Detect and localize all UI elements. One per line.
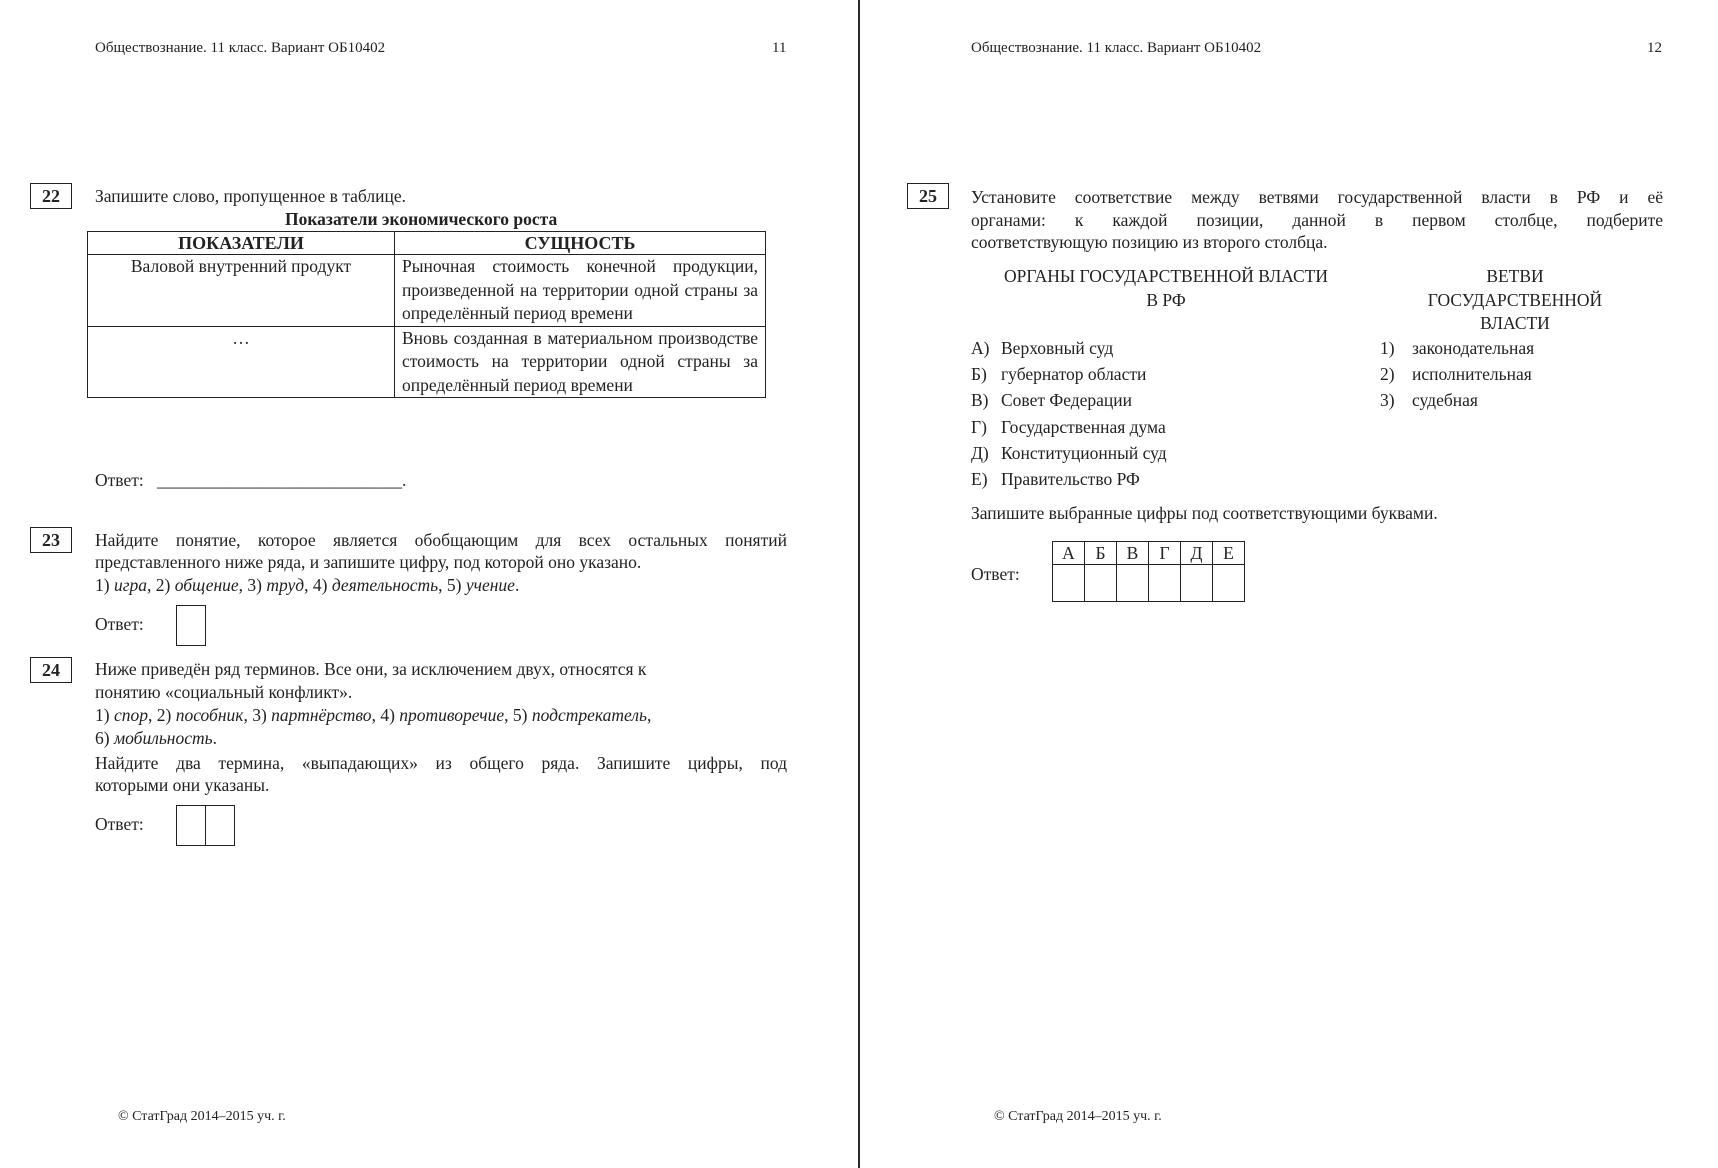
organ-text: губернатор области (1001, 364, 1147, 384)
question-number-24: 24 (30, 657, 72, 683)
option-separator: , (371, 705, 376, 725)
page-11 (0, 0, 858, 1168)
table-header-row (88, 232, 766, 255)
q22-answer-label: Ответ: (95, 470, 144, 490)
organ-key: Д) (971, 443, 989, 463)
q22-answer-line[interactable]: ____________________________. (157, 470, 407, 490)
option-separator: , (504, 705, 509, 725)
q25-answer-label: Ответ: (971, 564, 1020, 584)
option-term: спор (113, 705, 148, 725)
branches-header-line1: ВЕТВИ (1486, 266, 1544, 286)
branches-header-line2: ГОСУДАРСТВЕННОЙ (1427, 289, 1603, 310)
table-row (88, 255, 766, 327)
q25-line3: соответствующую позицию из второго столбца. (971, 232, 1328, 252)
page-number: 11 (772, 40, 787, 56)
q22-prompt: Запишите слово, пропущенное в таблице. (95, 186, 406, 206)
answer-cell-a[interactable] (1053, 565, 1085, 602)
organ-text: Совет Федерации (1001, 390, 1133, 410)
q23-answer-box[interactable] (176, 605, 206, 646)
option-term: подстрекатель (531, 705, 647, 725)
page-footer: © СтатГрад 2014–2015 уч. г. (118, 1109, 286, 1124)
table-header-essence: СУЩНОСТЬ (395, 232, 766, 255)
page-header: Обществознание. 11 класс. Вариант ОБ10402 (95, 40, 386, 56)
organ-text: Государственная дума (1001, 417, 1166, 437)
answer-letter: В (1117, 542, 1149, 565)
organs-header-line2: В РФ (1146, 289, 1186, 310)
essence-cell: Вновь созданная в материальном производстве стоимость на территории одной страны за определённый период времени (395, 326, 766, 398)
q22-table-title: Показатели экономического роста (285, 209, 558, 229)
organ-key: В) (971, 390, 989, 410)
answer-letter: Е (1213, 542, 1245, 565)
q24-answer-label: Ответ: (95, 814, 144, 834)
option-number: 4) (312, 575, 332, 595)
organ-text: Верховный суд (1001, 338, 1114, 358)
branch-key: 2) (1380, 364, 1395, 384)
option-separator: . (514, 575, 520, 595)
organ-key: Б) (971, 364, 987, 384)
organs-column-header (971, 265, 1361, 312)
q23-options (95, 575, 519, 596)
option-term: пособник (175, 705, 244, 725)
option-separator: . (212, 728, 217, 748)
organ-text: Правительство РФ (1001, 469, 1140, 489)
q24-options-line2 (95, 728, 217, 749)
option-term: мобильность (113, 728, 213, 748)
q23-line1: Найдите понятие, которое является обобщающим для всех остальных понятий (95, 530, 787, 550)
option-term: труд (266, 575, 305, 595)
option-term: общение (174, 575, 239, 595)
option-separator: , (646, 705, 652, 725)
list-item (1380, 390, 1478, 411)
branch-text: исполнительная (1412, 364, 1532, 384)
list-item (971, 417, 1166, 438)
option-number: 1) (95, 705, 114, 725)
branch-text: законодательная (1412, 338, 1535, 358)
organ-text: Конституционный суд (1001, 443, 1167, 463)
page-footer: © СтатГрад 2014–2015 уч. г. (994, 1109, 1162, 1124)
list-item (971, 469, 1140, 490)
table-header-indicators: ПОКАЗАТЕЛИ (88, 232, 395, 255)
option-number: 5) (446, 575, 466, 595)
question-number-25: 25 (907, 183, 949, 209)
option-number: 5) (512, 705, 532, 725)
q24-instruction-line2: которыми они указаны. (95, 775, 270, 795)
table-row (88, 326, 766, 398)
answer-letters-row (1053, 542, 1245, 565)
organ-key: Е) (971, 469, 988, 489)
q24-line1: Ниже приведён ряд терминов. Все они, за исключением двух, относятся к (95, 659, 647, 679)
branch-text: судебная (1412, 390, 1478, 410)
q24-instruction-line1: Найдите два термина, «выпадающих» из общего ряда. Запишите цифры, под (95, 753, 787, 773)
q23-answer-label: Ответ: (95, 614, 144, 634)
page-12 (860, 0, 1718, 1168)
option-separator: , (147, 705, 153, 725)
branches-column-header (1400, 265, 1630, 336)
q25-line1: Установите соответствие между ветвями государственной власти в РФ и её (971, 187, 1663, 207)
page-number: 12 (1647, 40, 1662, 56)
answer-cell-divider (205, 806, 206, 845)
option-number: 1) (95, 575, 114, 595)
question-number-23: 23 (30, 527, 72, 553)
option-separator: , (438, 575, 443, 595)
indicator-cell: Валовой внутренний продукт (88, 255, 395, 327)
option-number: 4) (380, 705, 400, 725)
option-term: деятельность (331, 575, 439, 595)
option-separator: , (238, 575, 244, 595)
branch-key: 1) (1380, 338, 1395, 358)
q25-instruction: Запишите выбранные цифры под соответствующими буквами. (971, 503, 1438, 523)
branch-key: 3) (1380, 390, 1395, 410)
answer-cells-row (1053, 565, 1245, 602)
option-term: игра (113, 575, 148, 595)
q23-line2: представленного ниже ряда, и запишите цифру, под которой оно указано. (95, 552, 642, 572)
indicator-cell-missing: … (88, 326, 395, 398)
option-number: 3) (247, 575, 267, 595)
q24-answer-box[interactable] (176, 805, 235, 846)
answer-letter: Б (1085, 542, 1117, 565)
essence-cell: Рыночная стоимость конечной продукции, произведенной на территории одной страны за определённый период времени (395, 255, 766, 327)
list-item (971, 443, 1167, 464)
q25-line2: органами: к каждой позиции, данной в первом столбце, подберите (971, 210, 1663, 230)
list-item (971, 364, 1146, 385)
q24-options-line1 (95, 705, 651, 726)
list-item (971, 338, 1113, 359)
page-header: Обществознание. 11 класс. Вариант ОБ10402 (971, 40, 1262, 56)
list-item (1380, 338, 1534, 359)
option-number: 2) (156, 705, 176, 725)
list-item (971, 390, 1132, 411)
option-number: 3) (252, 705, 272, 725)
answer-cell-v[interactable] (1117, 565, 1149, 602)
option-separator: , (304, 575, 309, 595)
organ-key: Г) (971, 417, 987, 437)
option-separator: , (147, 575, 152, 595)
q25-answer-table (1052, 541, 1245, 602)
option-separator: , (243, 705, 248, 725)
option-term: противоречие (399, 705, 505, 725)
answer-cell-g[interactable] (1149, 565, 1181, 602)
answer-letter: Г (1149, 542, 1181, 565)
answer-cell-d[interactable] (1181, 565, 1213, 602)
question-number-22: 22 (30, 183, 72, 209)
answer-letter: Д (1181, 542, 1213, 565)
q24-line2: понятию «социальный конфликт». (95, 682, 353, 702)
organ-key: А) (971, 338, 990, 358)
indicators-table (87, 231, 766, 398)
answer-letter: А (1053, 542, 1085, 565)
option-number: 6) (95, 728, 114, 748)
option-number: 2) (155, 575, 175, 595)
option-term: учение (465, 575, 515, 595)
branches-header-line3: ВЛАСТИ (1480, 313, 1550, 333)
answer-cell-b[interactable] (1085, 565, 1117, 602)
answer-cell-e[interactable] (1213, 565, 1245, 602)
option-term: партнёрство (271, 705, 372, 725)
organs-header-line1: ОРГАНЫ ГОСУДАРСТВЕННОЙ ВЛАСТИ (1004, 266, 1328, 286)
list-item (1380, 364, 1532, 385)
